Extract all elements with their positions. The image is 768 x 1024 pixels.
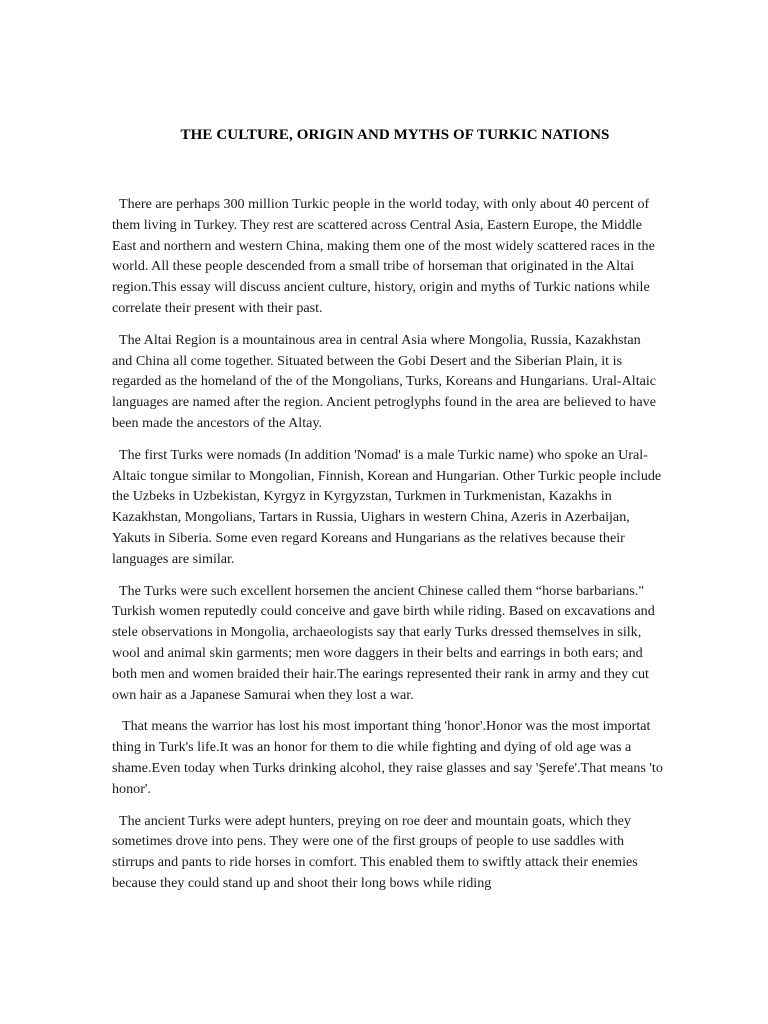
paragraph-4: The Turks were such excellent horsemen the ancient Chinese called them “horse barbarians." Turkish women reputedly could conceive and gave birth while riding. Based on excavations and stele observations in Mongolia, archaeologists say that early Turks dressed themselves in silk, wool and animal skin garments; men wore daggers in their belts and earrings in both ears; and both men and women braided their hair.The earings represented their rank in army and they cut own hair as a Japanese Samurai when they lost a war. <box>112 582 655 703</box>
paragraph-3: The first Turks were nomads (In addition 'Nomad' is a male Turkic name) who spoke an Ural-Altaic tongue similar to Mongolian, Finnish, Korean and Hungarian. Other Turkic people include the Uzbeks in Uzbekistan, Kyrgyz in Kyrgyzstan, Turkmen in Turkmenistan, Kazakhs in Kazakhstan, Mongolians, Tartars in Russia, Uighars in western China, Azeris in Azerbaijan, Yakuts in Siberia. Some even regard Koreans and Hungarians as the relatives because their languages are similar. <box>112 446 662 567</box>
paragraph-2: The Altai Region is a mountainous area in central Asia where Mongolia, Russia, Kazakhstan and China all come together. Situated between the Gobi Desert and the Siberian Plain, it is regarded as the homeland of the of the Mongolians, Turks, Koreans and Hungarians. Ural-Altaic languages are named after the region. Ancient petroglyphs found in the area are believed to have been made the ancestors of the Altay. <box>112 331 657 431</box>
paragraph-6: The ancient Turks were adept hunters, preying on roe deer and mountain goats, which they sometimes drove into pens. They were one of the first groups of people to use saddles with stirrups and pants to ride horses in comfort. This enabled them to swiftly attack their enemies because they could stand up and shoot their long bows while riding <box>112 812 638 891</box>
document-body <box>112 194 664 905</box>
document-title: THE CULTURE, ORIGIN AND MYTHS OF TURKIC NATIONS <box>180 127 610 143</box>
paragraph-1: There are perhaps 300 million Turkic people in the world today, with only about 40 percent of them living in Turkey. They rest are scattered across Central Asia, Eastern Europe, the Middle East and northern and western China, making them one of the most widely scattered races in the world. All these people descended from a small tribe of horseman that originated in the Altai region.This essay will discuss ancient culture, history, origin and myths of Turkic nations while correlate their present with their past. <box>112 196 655 316</box>
paragraph-5: That means the warrior has lost his most important thing 'honor'.Honor was the most importat thing in Turk's life.It was an honor for them to die while fighting and dying of old age was a shame.Even today when Turks drinking alcohol, they raise glasses and say 'Şerefe'.That means 'to honor'. <box>112 718 663 797</box>
